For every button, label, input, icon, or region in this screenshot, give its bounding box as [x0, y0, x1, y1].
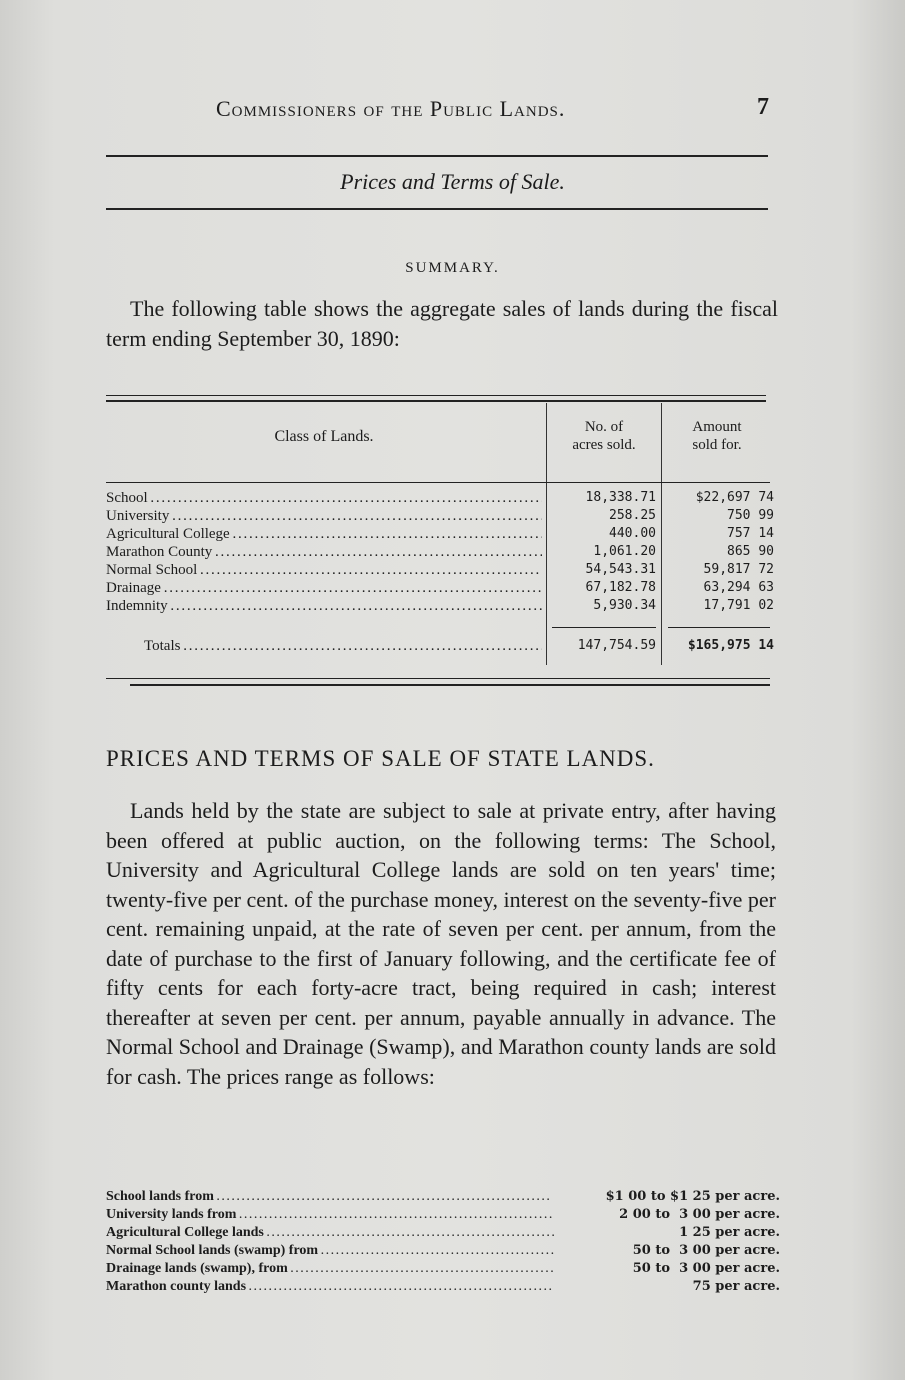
row-label: Indemnity . . .	[106, 597, 542, 615]
row-amount: 865 90	[727, 544, 774, 559]
row-acres: 258.25	[609, 508, 656, 523]
row-label: Normal School . . .	[106, 561, 542, 579]
price-label: University lands from . . .	[106, 1206, 554, 1224]
subtitle-rule	[106, 208, 768, 210]
page-number: 7	[757, 94, 769, 120]
table-bottom-rule-2	[130, 684, 770, 686]
row-acres: 67,182.78	[585, 580, 656, 595]
row-label: Agricultural College . . .	[106, 525, 542, 543]
row-amount: 17,791 02	[703, 598, 774, 613]
row-amount: 757 14	[727, 526, 774, 541]
table-row	[106, 543, 776, 561]
column-header-acres-line2: acres sold.	[572, 437, 636, 453]
row-acres: 18,338.71	[585, 490, 656, 505]
price-label: School lands from . . .	[106, 1188, 554, 1206]
column-header-amount-line2: sold for.	[692, 437, 742, 453]
table-row	[106, 507, 776, 525]
price-row	[106, 1206, 782, 1224]
column-header-class: Class of Lands.	[274, 428, 374, 445]
table-row	[106, 525, 776, 543]
table-bottom-rule	[106, 678, 770, 679]
row-amount: 59,817 72	[703, 562, 774, 577]
top-rule	[106, 155, 768, 157]
price-range: 50 to 3 00 per acre.	[632, 1243, 780, 1258]
price-range: 75 per acre.	[692, 1279, 780, 1294]
table-top-rule	[106, 395, 766, 396]
totals-label: Totals . . .	[144, 638, 542, 655]
row-amount: 63,294 63	[703, 580, 774, 595]
section-subtitle: Prices and Terms of Sale.	[340, 169, 565, 194]
price-list	[106, 1188, 782, 1296]
table-top-rule-2	[106, 400, 766, 402]
column-header-acres	[548, 418, 660, 454]
table-row	[106, 489, 776, 507]
row-acres: 5,930.34	[593, 598, 656, 613]
price-row	[106, 1278, 782, 1296]
row-acres: 1,061.20	[593, 544, 656, 559]
column-header-amount	[664, 418, 770, 454]
running-title: Commissioners of the Public Lands.	[216, 96, 566, 121]
section-title: PRICES AND TERMS OF SALE OF STATE LANDS.	[106, 746, 655, 771]
column-header-amount-line1: Amount	[692, 419, 742, 435]
price-range: 1 25 per acre.	[679, 1225, 780, 1240]
row-label: School . . .	[106, 489, 542, 507]
price-row	[106, 1242, 782, 1260]
column-header-acres-line1: No. of	[584, 419, 624, 435]
price-label: Agricultural College lands . . .	[106, 1224, 554, 1242]
price-label: Marathon county lands . . .	[106, 1278, 554, 1296]
totals-acres: 147,754.59	[577, 638, 656, 653]
row-amount: $22,697 74	[695, 490, 774, 505]
price-row	[106, 1188, 782, 1206]
row-label: University . . .	[106, 507, 542, 525]
row-label: Drainage . . .	[106, 579, 542, 597]
price-row	[106, 1260, 782, 1278]
totals-amount: $165,975 14	[687, 638, 774, 653]
section-body: Lands held by the state are subject to sale at private entry, after having been offered at public auction, on the following terms: The School, University and Agricultural College lands are sold on ten years' time; twenty-five per cent. of the purchase money, interest on the seventy-five per cent. remaining unpaid, at the rate of seven per cent. per annum, from the date of purchase to the first of January following, and the certificate fee of fifty cents for each forty-acre tract, being required in cash; interest thereafter at seven per cent. per annum, payable annually in advance. The Normal School and Drainage (Swamp), and Marathon county lands are sold for cash. The prices range as follows:	[106, 798, 776, 1089]
table-body	[106, 489, 776, 615]
price-label: Drainage lands (swamp), from . . .	[106, 1260, 554, 1278]
totals-rule-amount	[668, 627, 770, 628]
summary-intro: The following table shows the aggregate sales of lands during the fiscal term ending September 30, 1890:	[106, 296, 778, 351]
table-row	[106, 597, 776, 615]
price-range: 50 to 3 00 per acre.	[632, 1261, 780, 1276]
row-amount: 750 99	[727, 508, 774, 523]
price-row	[106, 1224, 782, 1242]
row-acres: 54,543.31	[585, 562, 656, 577]
price-range: 2 00 to 3 00 per acre.	[619, 1207, 780, 1222]
row-acres: 440.00	[609, 526, 656, 541]
table-row	[106, 579, 776, 597]
table-row	[106, 561, 776, 579]
header-underline	[106, 482, 770, 483]
row-label: Marathon County . . .	[106, 543, 542, 561]
price-range: $1 00 to $1 25 per acre.	[605, 1189, 780, 1204]
totals-rule-acres	[552, 627, 656, 628]
price-label: Normal School lands (swamp) from . . .	[106, 1242, 554, 1260]
summary-heading: SUMMARY.	[405, 260, 500, 276]
